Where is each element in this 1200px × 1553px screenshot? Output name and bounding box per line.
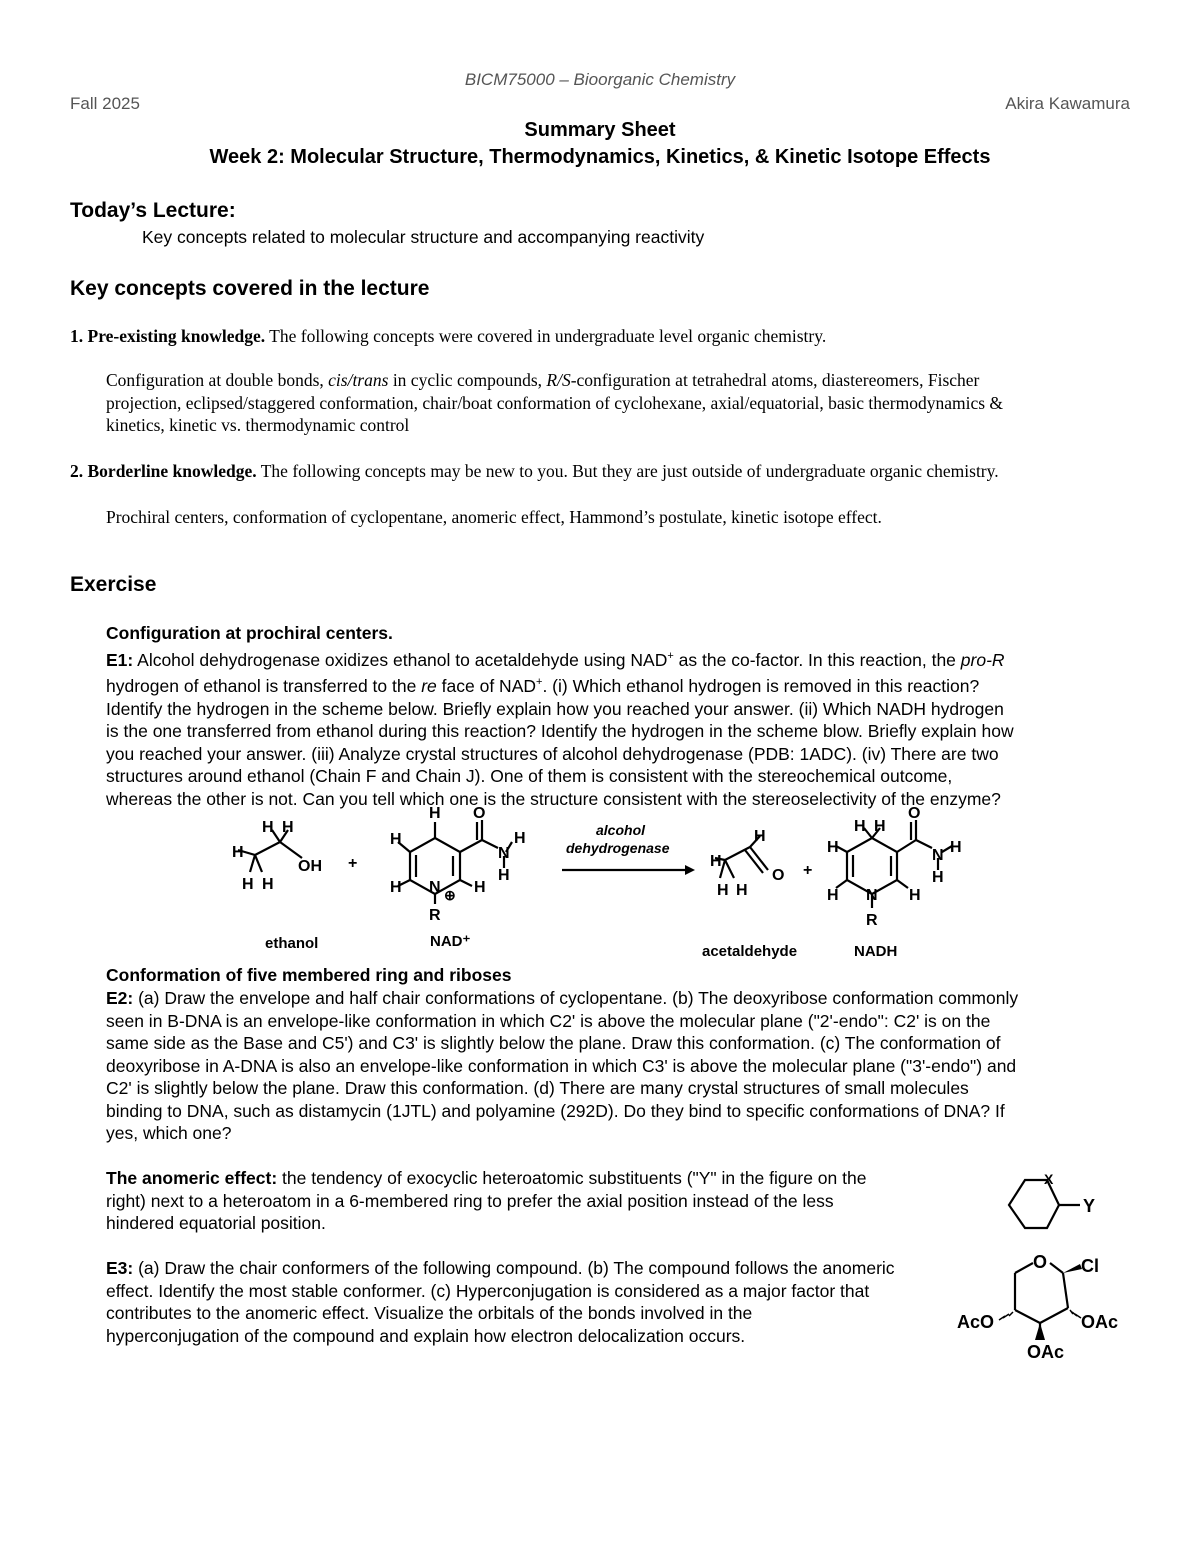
nad-h-left: H bbox=[390, 831, 402, 848]
ethanol-h4: H bbox=[242, 876, 254, 893]
nadh-label: NADH bbox=[854, 943, 898, 960]
borderline-detail: Prochiral centers, conformation of cyclopentane, anomeric effect, Hammond’s postulate, kinetic isotope effect. bbox=[106, 507, 882, 527]
ethanol-h2: H bbox=[282, 819, 294, 836]
pre-existing-knowledge bbox=[70, 325, 826, 348]
e3-compound-figure bbox=[955, 1248, 1135, 1363]
nadh-amide-n: N bbox=[932, 847, 944, 864]
e2-subheading: Conformation of five membered ring and riboses bbox=[106, 965, 512, 985]
page-subtitle: Week 2: Molecular Structure, Thermodynamics, Kinetics, & Kinetic Isotope Effects bbox=[209, 146, 991, 168]
acetaldehyde-h4: H bbox=[736, 882, 748, 899]
ethanol-oh: OH bbox=[298, 858, 322, 875]
term: Fall 2025 bbox=[70, 94, 140, 113]
plus-sign-2: + bbox=[803, 862, 813, 879]
e1-text: E1: Alcohol dehydrogenase oxidizes ethanol to acetaldehyde using NAD+ as the co-factor. In this reaction, the pro-R hydrogen of ethanol is transferred to the re face of NAD+. (i) Which ethanol hydrogen is removed in this reaction? Identify the hydrogen in the scheme below. Briefly explain how you reached your answer. (ii) Which NADH hydrogen is the one transferred from ethanol during this reaction? Identify the hydrogen in the scheme blow. Briefly explain how you reached your answer. (iii) Analyze crystal structures of alcohol dehydrogenase (PDB: 1ADC). (iv) There are two structures around ethanol (Chain F and Chain J). One of them is consistent with the stereochemical outcome, whereas the other is not. Can you tell which one is the structure consistent with the stereoselectivity of the enzyme? bbox=[106, 649, 1014, 809]
oac-right: OAc bbox=[1081, 1312, 1119, 1332]
nadh-o: O bbox=[908, 805, 921, 822]
nad-amide-h2: H bbox=[498, 867, 510, 884]
oac-bottom: OAc bbox=[1027, 1342, 1065, 1362]
ring-oxygen: O bbox=[1033, 1252, 1048, 1272]
todays-lecture-text: Key concepts related to molecular structure and accompanying reactivity bbox=[142, 227, 705, 247]
nadh-h-left: H bbox=[827, 839, 839, 856]
pre-existing-text: The following concepts were covered in undergraduate level organic chemistry. bbox=[269, 326, 827, 346]
course-title: BICM75000 – Bioorganic Chemistry bbox=[464, 70, 736, 89]
reaction-scheme bbox=[220, 800, 1000, 965]
nad-amide-h1: H bbox=[514, 830, 526, 847]
acetaldehyde-h3: H bbox=[717, 882, 729, 899]
pre-existing-detail: Configuration at double bonds, cis/trans in cyclic compounds, R/S-configuration at tetrahedral atoms, diastereomers, Fischer projection, eclipsed/staggered conformation, chair/boat conformation of cyclohexane, axial/equatorial, basic thermodynamics & kinetics, kinetic vs. thermodynamic control bbox=[106, 370, 1004, 435]
aco-left: AcO bbox=[957, 1312, 995, 1332]
nadh-h2: H bbox=[874, 818, 886, 835]
exercise-heading: Exercise bbox=[70, 573, 157, 596]
anomeric-text: The anomeric effect: the tendency of exocyclic heteroatomic substituents ("Y" in the figure on the right) next to a heteroatom in a 6-membered ring to prefer the axial position instead of the less hindered equatorial position. bbox=[106, 1168, 867, 1233]
nadh-amide-h2: H bbox=[932, 869, 944, 886]
nad-n: N bbox=[429, 879, 441, 896]
acetaldehyde-label: acetaldehyde bbox=[702, 943, 798, 960]
nad-h-right: H bbox=[474, 879, 486, 896]
nad-r: R bbox=[429, 907, 441, 924]
nad-charge: ⊕ bbox=[444, 887, 456, 903]
chloride: Cl bbox=[1081, 1256, 1099, 1276]
nadh-n: N bbox=[866, 887, 878, 904]
enzyme-label-1: alcohol bbox=[596, 822, 646, 838]
borderline-label: 2. Borderline knowledge. bbox=[70, 461, 257, 481]
nad-label: NAD⁺ bbox=[430, 933, 471, 950]
e3-text: E3: (a) Draw the chair conformers of the following compound. (b) The compound follows the anomeric effect. Identify the most stable conformer. (c) Hyperconjugation is considered as a major factor that contributes to the anomeric effect. Visualize the orbitals of the bonds involved in the hyperconjugation of the compound and explain how electron delocalization occurs. bbox=[106, 1258, 895, 1346]
enzyme-label-2: dehydrogenase bbox=[566, 840, 670, 856]
acetaldehyde-o: O bbox=[772, 867, 785, 884]
pre-existing-label: 1. Pre-existing knowledge. bbox=[70, 326, 266, 346]
borderline-text: The following concepts may be new to you. But they are just outside of undergraduate organic chemistry. bbox=[260, 461, 999, 481]
nad-o: O bbox=[473, 805, 486, 822]
nad-amide-n: N bbox=[498, 845, 510, 862]
ethanol-h1: H bbox=[262, 819, 274, 836]
nad-h-bottom-left: H bbox=[390, 879, 402, 896]
anomeric-figure bbox=[995, 1170, 1115, 1240]
e1-subheading: Configuration at prochiral centers. bbox=[106, 623, 393, 643]
nadh-r: R bbox=[866, 912, 878, 929]
nadh-h-right: H bbox=[909, 887, 921, 904]
anomeric-x: X bbox=[1044, 1171, 1054, 1187]
key-concepts-heading: Key concepts covered in the lecture bbox=[70, 277, 430, 300]
e2-text: E2: (a) Draw the envelope and half chair conformations of cyclopentane. (b) The deoxyribose conformation commonly seen in B-DNA is an envelope-like conformation in which C2' is above the molecular plane ("2'-endo": C2' is on the same side as the Base and C5') and C3' is slightly below the plane. Draw this conformation. (c) The conformation of deoxyribose in A-DNA is also an envelope-like conformation in which C3' is above the molecular plane ("3'-endo") and C2' is slightly below the plane. Draw this conformation. (d) There are many crystal structures of small molecules binding to DNA, such as distamycin (1JTL) and polyamine (292D). Do they bind to specific conformations of DNA? If yes, which one? bbox=[106, 988, 1019, 1143]
acetaldehyde-h-left: H bbox=[710, 853, 722, 870]
nadh-amide-h1: H bbox=[950, 839, 962, 856]
instructor: Akira Kawamura bbox=[1005, 94, 1130, 113]
borderline-knowledge bbox=[70, 460, 999, 483]
acetaldehyde-h-top: H bbox=[754, 828, 766, 845]
plus-sign-1: + bbox=[348, 855, 358, 872]
ethanol-h3: H bbox=[232, 844, 244, 861]
anomeric-y: Y bbox=[1083, 1196, 1096, 1216]
ethanol-h5: H bbox=[262, 876, 274, 893]
nadh-h-bottom-left: H bbox=[827, 887, 839, 904]
nad-h-top: H bbox=[429, 805, 441, 822]
ethanol-label: ethanol bbox=[265, 935, 319, 952]
nadh-h1: H bbox=[854, 818, 866, 835]
page-title: Summary Sheet bbox=[524, 119, 676, 141]
todays-lecture-heading: Today’s Lecture: bbox=[70, 199, 236, 222]
